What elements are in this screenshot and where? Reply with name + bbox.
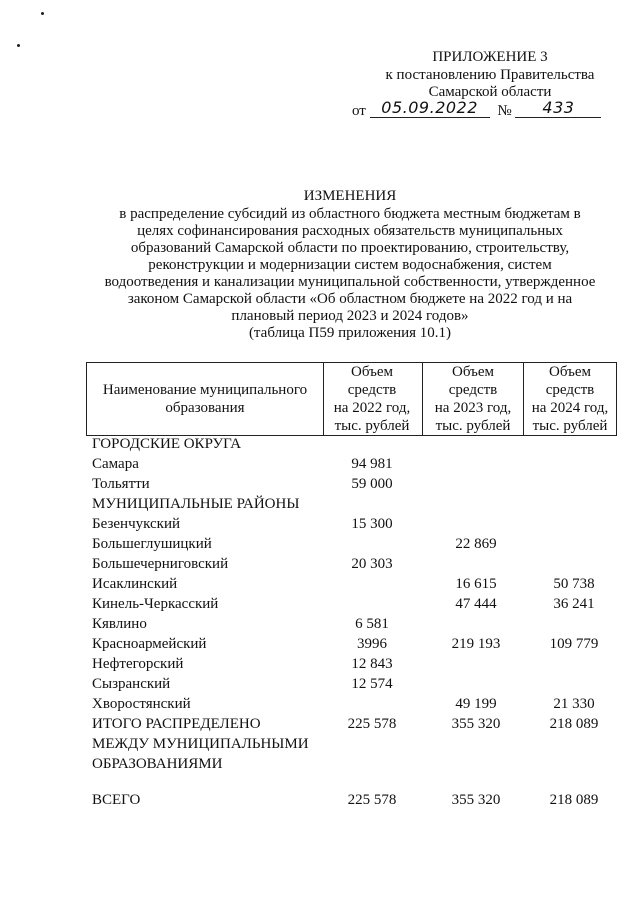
value-2022: 3996 bbox=[357, 636, 387, 652]
title-line: плановый период 2023 и 2024 годов» bbox=[231, 308, 469, 324]
title-line: в распределение субсидий из областного бюджета местным бюджетам в bbox=[119, 206, 581, 222]
header-line: Наименование муниципального bbox=[102, 382, 308, 398]
value-2022: 225 578 bbox=[347, 716, 397, 732]
value-2024: 109 779 bbox=[549, 636, 599, 652]
value-2023: 22 869 bbox=[455, 536, 497, 552]
value-2023: 355 320 bbox=[451, 716, 501, 732]
header-2022 bbox=[322, 362, 423, 436]
scan-speck bbox=[17, 44, 20, 47]
document-heading: ИЗМЕНЕНИЯ bbox=[303, 188, 397, 204]
title-line: реконструкции и модернизации систем водоснабжения, систем bbox=[148, 257, 552, 273]
header-line: тыс. рублей bbox=[334, 418, 410, 434]
value-2023: 355 320 bbox=[451, 792, 501, 808]
header-line: тыс. рублей bbox=[435, 418, 511, 434]
value-2022: 12 843 bbox=[351, 656, 393, 672]
document-title-block bbox=[40, 188, 640, 342]
row-name: ВСЕГО bbox=[92, 792, 141, 808]
row-name: Кинель-Черкасский bbox=[92, 596, 219, 612]
row-name: Самара bbox=[92, 456, 139, 472]
date-prefix: от bbox=[352, 103, 366, 119]
value-2024: 21 330 bbox=[553, 696, 595, 712]
number-prefix: № bbox=[497, 103, 512, 119]
row-name: Нефтегорский bbox=[92, 656, 184, 672]
row-name: ГОРОДСКИЕ ОКРУГА bbox=[92, 436, 242, 452]
value-2023: 49 199 bbox=[455, 696, 497, 712]
value-2022: 225 578 bbox=[347, 792, 397, 808]
header-line: на 2023 год, bbox=[434, 400, 512, 416]
header-line: Объем bbox=[350, 364, 393, 380]
row-name: Исаклинский bbox=[92, 576, 178, 592]
title-line: образований Самарской области по проектированию, строительству, bbox=[130, 240, 570, 256]
header-line: средств bbox=[545, 382, 595, 398]
header-2023 bbox=[423, 362, 524, 436]
row-name: Хворостянский bbox=[92, 696, 191, 712]
row-name: Большеглушицкий bbox=[92, 536, 212, 552]
handwritten-date: 05.09.2022 bbox=[370, 98, 490, 118]
value-2024: 218 089 bbox=[549, 716, 599, 732]
value-2022: 20 303 bbox=[351, 556, 393, 572]
value-2023: 47 444 bbox=[455, 596, 497, 612]
header-line: образования bbox=[165, 400, 245, 416]
header-2024 bbox=[524, 362, 617, 436]
appendix-title: ПРИЛОЖЕНИЕ 3 bbox=[432, 49, 548, 65]
scan-speck bbox=[41, 12, 44, 15]
header-line: Объем bbox=[548, 364, 591, 380]
row-name: Кявлино bbox=[92, 616, 147, 632]
header-municipality bbox=[86, 362, 324, 436]
title-line: целях софинансирования расходных обязательств муниципальных bbox=[137, 223, 563, 239]
header-line: средств bbox=[448, 382, 498, 398]
value-2022: 59 000 bbox=[351, 476, 393, 492]
row-name: Безенчукский bbox=[92, 516, 181, 532]
row-name: ИТОГО РАСПРЕДЕЛЕНО bbox=[92, 716, 261, 732]
value-2024: 50 738 bbox=[553, 576, 595, 592]
appendix-region: Самарской области bbox=[428, 84, 552, 100]
value-2024: 218 089 bbox=[549, 792, 599, 808]
row-name: Большечерниговский bbox=[92, 556, 229, 572]
row-name: ОБРАЗОВАНИЯМИ bbox=[92, 756, 223, 772]
title-line: водоотведения и канализации муниципальной собственности, утвержденное bbox=[104, 274, 596, 290]
value-2022: 94 981 bbox=[351, 456, 393, 472]
title-line: (таблица П59 приложения 10.1) bbox=[248, 325, 452, 341]
header-line: средств bbox=[347, 382, 397, 398]
decree-date-row bbox=[352, 100, 601, 122]
header-line: на 2022 год, bbox=[333, 400, 411, 416]
value-2022: 15 300 bbox=[351, 516, 393, 532]
header-line: тыс. рублей bbox=[532, 418, 608, 434]
row-name: МУНИЦИПАЛЬНЫЕ РАЙОНЫ bbox=[92, 496, 300, 512]
row-name: Красноармейский bbox=[92, 636, 207, 652]
value-2022: 12 574 bbox=[351, 676, 393, 692]
handwritten-number: 433 bbox=[515, 98, 601, 118]
row-name: Тольятти bbox=[92, 476, 150, 492]
value-2022: 6 581 bbox=[355, 616, 389, 632]
title-line: законом Самарской области «Об областном бюджете на 2022 год и на bbox=[127, 291, 573, 307]
row-name: Сызранский bbox=[92, 676, 171, 692]
header-line: на 2024 год, bbox=[531, 400, 609, 416]
value-2024: 36 241 bbox=[553, 596, 595, 612]
value-2023: 16 615 bbox=[455, 576, 497, 592]
header-line: Объем bbox=[451, 364, 494, 380]
appendix-decree: к постановлению Правительства bbox=[385, 67, 595, 83]
value-2023: 219 193 bbox=[451, 636, 501, 652]
row-name: МЕЖДУ МУНИЦИПАЛЬНЫМИ bbox=[92, 736, 309, 752]
